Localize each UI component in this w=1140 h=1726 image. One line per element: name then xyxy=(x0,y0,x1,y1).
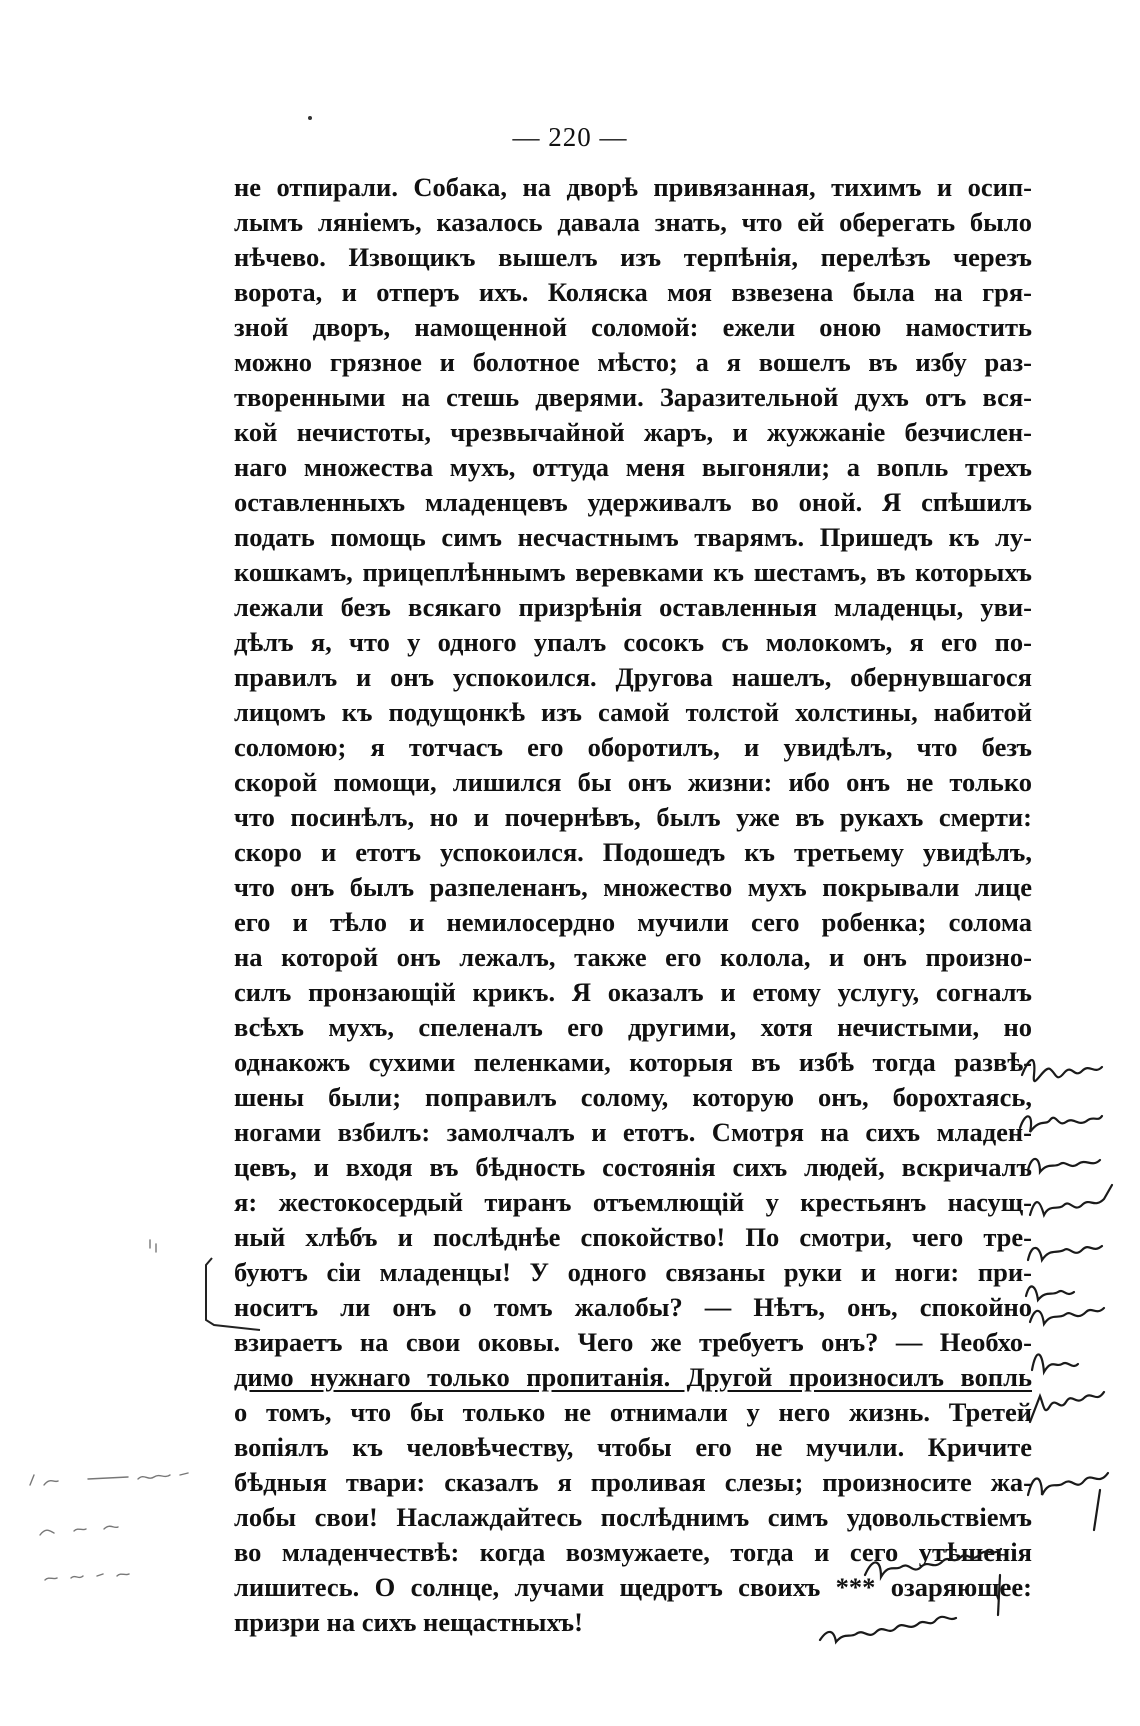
left-margin-notes xyxy=(30,1240,188,1580)
text-line: скоро и етотъ успокоился. Подошедъ къ третьему увидѣлъ, xyxy=(234,837,1032,867)
text-line: лежали безъ всякаго призрѣнія оставленныя младенцы, уви- xyxy=(234,592,1032,622)
text-line: вопіялъ къ человѣчеству, чтобы его не мучили. Кричите xyxy=(234,1432,1032,1462)
text-line: я: жестокосердый тиранъ отъемлющій у крестьянъ насущ- xyxy=(234,1187,1032,1217)
text-line: взираетъ на свои оковы. Чего же требуетъ онъ? — Необхо- xyxy=(234,1327,1032,1357)
text-line: всѣхъ мухъ, спеленалъ его другими, хотя нечистыми, но xyxy=(234,1012,1032,1042)
text-line: можно грязное и болотное мѣсто; а я вошелъ въ избу раз- xyxy=(234,347,1032,377)
text-line: ворота, и отперъ ихъ. Коляска моя взвезена была на гря- xyxy=(234,277,1032,307)
text-line: цевъ, и входя въ бѣдность состоянія сихъ людей, вскричалъ xyxy=(234,1152,1032,1182)
margin-bracket xyxy=(206,1258,260,1330)
text-line: во младенчествѣ: когда возмужаете, тогда и сего утѣшенія xyxy=(234,1537,1032,1567)
text-line: силъ пронзающій крикъ. Я оказалъ и етому услугу, согналъ xyxy=(234,977,1032,1007)
text-line: бѣдныя твари: сказалъ я проливая слезы; произносите жа- xyxy=(234,1467,1032,1497)
text-line-underlined: димо нужнаго только пропитанія. Другой произносилъ вопль xyxy=(234,1362,1032,1392)
text-line: призри на сихъ нещастныхъ! xyxy=(234,1607,583,1637)
text-line: кой нечистоты, чрезвычайной жаръ, и жужжаніе безчислен- xyxy=(234,417,1032,447)
text-line: наго множества мухъ, оттуда меня выгоняли; а вопль трехъ xyxy=(234,452,1032,482)
text-line: лицомъ къ подущонкѣ изъ самой толстой холстины, набитой xyxy=(234,697,1032,727)
text-line: что посинѣлъ, но и почернѣвъ, былъ уже въ рукахъ смерти: xyxy=(234,802,1032,832)
page-number: — 220 — xyxy=(512,122,628,152)
text-line: шены были; поправилъ солому, которую онъ, борохтаясь, xyxy=(234,1082,1032,1112)
text-line: что онъ былъ разпеленанъ, множество мухъ покрывали лице xyxy=(234,872,1032,902)
text-line: зной дворъ, намощенной соломой: ежели оною намостить xyxy=(234,312,1032,342)
text-line: его и тѣло и немилосердно мучили сего робенка; солома xyxy=(234,907,1032,937)
text-line: кошкамъ, прицеплѣннымъ веревками къ шестамъ, въ которыхъ xyxy=(234,557,1032,587)
text-line: правилъ и онъ успокоился. Другова нашелъ, обернувшагося xyxy=(234,662,1032,692)
right-margin-notes xyxy=(820,1060,1112,1642)
text-line: буютъ сіи младенцы! У одного связаны руки и ноги: при- xyxy=(234,1257,1032,1287)
text-line: лобы свои! Наслаждайтесь послѣднимъ симъ удовольствіемъ xyxy=(234,1502,1032,1532)
text-line: соломою; я тотчасъ его оборотилъ, и увидѣлъ, что безъ xyxy=(234,732,1032,762)
text-line: не отпирали. Собака, на дворѣ привязанная, тихимъ и осип- xyxy=(234,172,1032,202)
text-line: однакожъ сухими пеленками, которыя въ избѣ тогда развѣ- xyxy=(234,1047,1032,1077)
text-line: нѣчево. Извощикъ вышелъ изъ терпѣнія, перелѣзъ черезъ xyxy=(234,242,1032,272)
text-line: ный хлѣбъ и послѣднѣе спокойство! По смотри, чего тре- xyxy=(234,1222,1032,1252)
text-line: подать помощь симъ несчастнымъ тварямъ. Пришедъ къ лу- xyxy=(234,522,1032,552)
text-line: лишитесь. О солнце, лучами щедротъ своихъ *** озаряющее: xyxy=(234,1572,1032,1602)
text-line: творенными на стешь дверями. Заразительной духъ отъ вся- xyxy=(234,382,1032,412)
text-line: дѣлъ я, что у одного упалъ сосокъ съ молокомъ, я его по- xyxy=(234,627,1032,657)
text-line: о томъ, что бы только не отнимали у него жизнь. Третей xyxy=(234,1397,1032,1427)
text-line: лымъ ляніемъ, казалось давала знать, что ей оберегать было xyxy=(234,207,1032,237)
text-line: ногами взбилъ: замолчалъ и етотъ. Смотря на сихъ младен- xyxy=(234,1117,1032,1147)
text-line: на которой онъ лежалъ, также его колола, и онъ произно- xyxy=(234,942,1032,972)
text-line: оставленныхъ младенцевъ удерживалъ во оной. Я спѣшилъ xyxy=(234,487,1032,517)
text-line: скорой помощи, лишился бы онъ жизни: ибо онъ не только xyxy=(234,767,1032,797)
text-line: носитъ ли онъ о томъ жалобы? — Нѣтъ, онъ, спокойно xyxy=(234,1292,1032,1322)
